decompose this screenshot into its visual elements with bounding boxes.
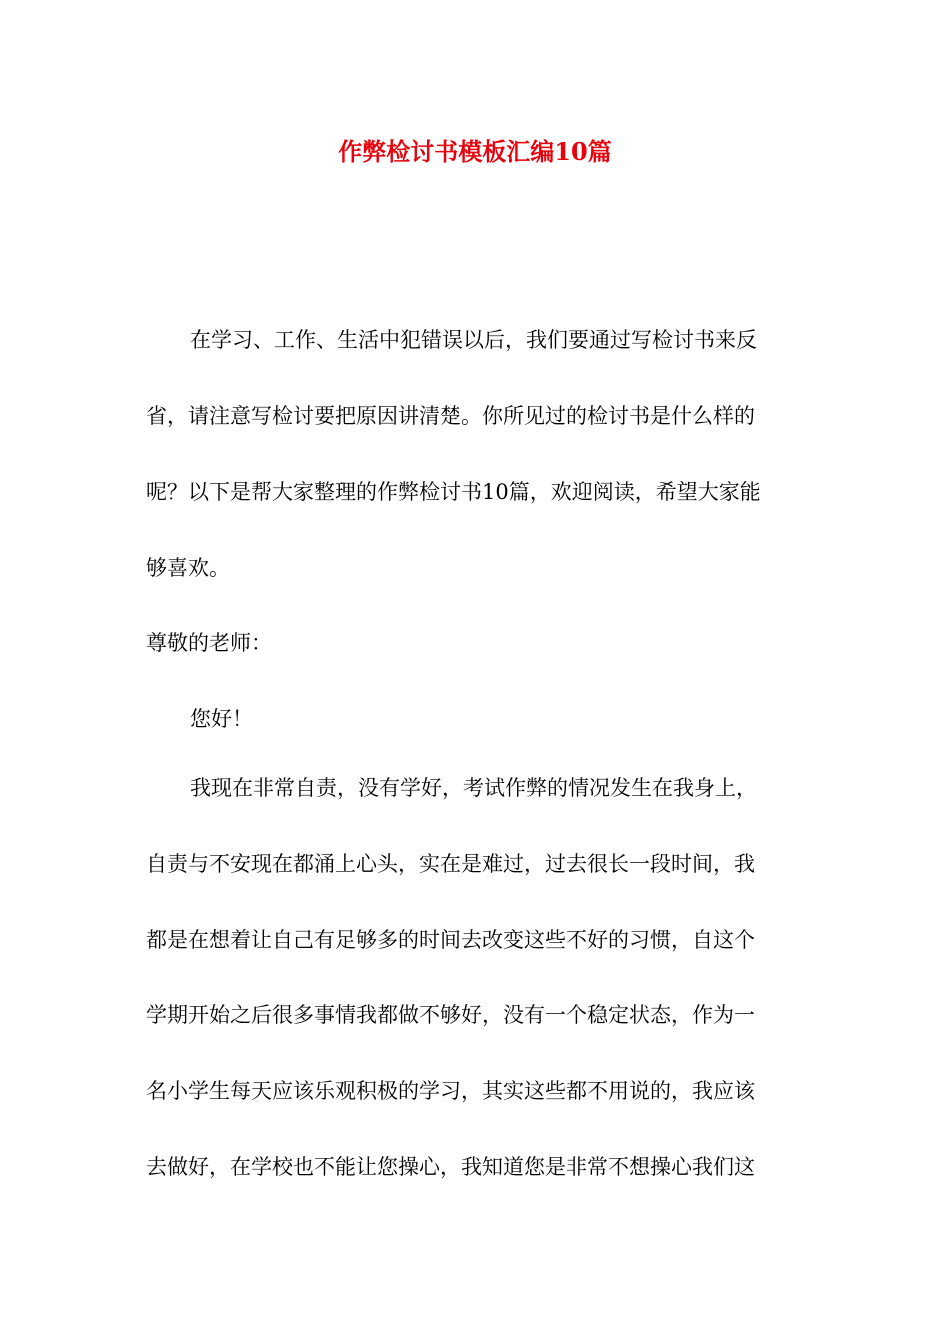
paragraph-line: 我现在非常自责，没有学好，考试作弊的情况发生在我身上， [190, 776, 757, 800]
paragraph-line: 自责与不安现在都涌上心头，实在是难过，过去很长一段时间，我 [146, 852, 755, 876]
paragraph-line: 在学习、工作、生活中犯错误以后，我们要通过写检讨书来反 [190, 328, 757, 352]
paragraph-line: 省，请注意写检讨要把原因讲清楚。你所见过的检讨书是什么样的 [146, 404, 755, 428]
paragraph-line: 学期开始之后很多事情我都做不够好，没有一个稳定状态，作为一 [146, 1003, 755, 1027]
salutation: 尊敬的老师： [146, 631, 272, 655]
paragraph-line: 去做好，在学校也不能让您操心，我知道您是非常不想操心我们这 [146, 1155, 755, 1179]
paragraph-line: 都是在想着让自己有足够多的时间去改变这些不好的习惯，自这个 [146, 928, 755, 952]
greeting: 您好！ [190, 707, 253, 731]
document-title: 作弊检讨书模板汇编10篇 [338, 137, 612, 166]
paragraph-line: 呢？以下是帮大家整理的作弊检讨书10篇，欢迎阅读，希望大家能 [146, 480, 761, 504]
paragraph-line: 够喜欢。 [146, 556, 230, 580]
paragraph-line: 名小学生每天应该乐观积极的学习，其实这些都不用说的，我应该 [146, 1079, 755, 1103]
